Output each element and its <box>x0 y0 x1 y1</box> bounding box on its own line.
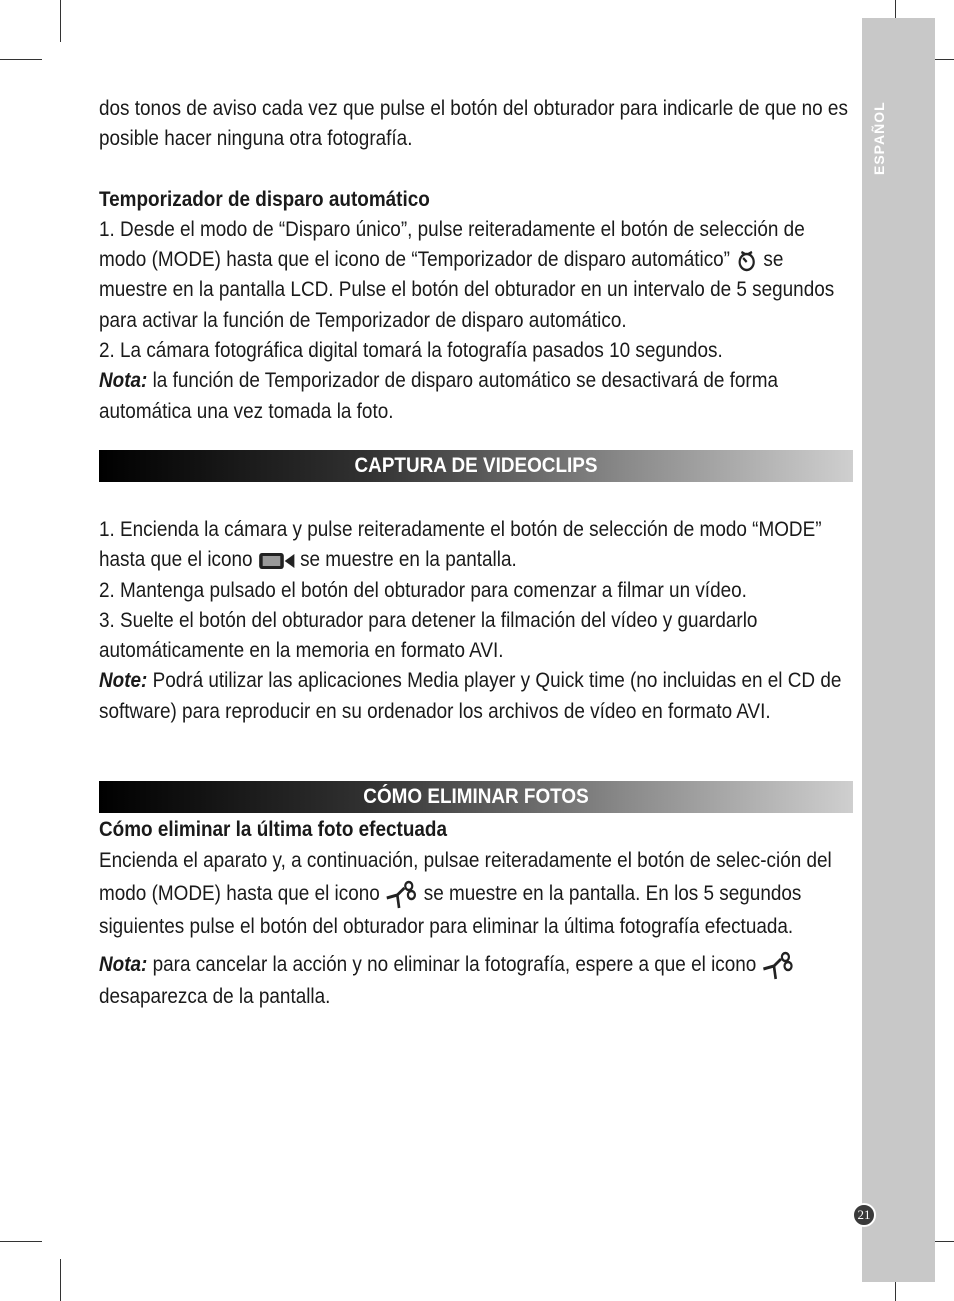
delete-icon <box>385 880 418 910</box>
note-label: Nota: <box>99 952 148 977</box>
self-timer-step1: 1. Desde el modo de “Disparo único”, pulse reiteradamente el botón de selección de modo (MODE) hasta que el icono de “Temporizador de disparo automático” se muestre en la pantalla LCD. Pulse el botón del obturador en un intervalo de 5 segundos para activar la función de Temporizador de disparo automático. <box>99 216 835 332</box>
delete-icon <box>762 951 795 981</box>
delete-instructions: Encienda el aparato y, a continuación, pulsae reiteradamente el botón de selec-ción del modo (MODE) hasta que el icono se muestre en la pantalla. En los 5 segundos siguientes pulse el botón del obturador para eliminar la última fotografía efectuada. <box>99 848 832 939</box>
video-step1: 1. Encienda la cámara y pulse reiteradamente el botón de selección de modo “MODE” hasta que el icono se muestre en la pantalla. <box>99 516 822 572</box>
video-step2: 2. Mantenga pulsado el botón del obturador para comenzar a filmar un vídeo. <box>99 577 747 602</box>
delete-note: Nota: para cancelar la acción y no eliminar la fotografía, espere a que el icono desaparezca de la pantalla. <box>99 949 851 1011</box>
crop-mark <box>0 59 42 60</box>
note-label: Note: <box>99 668 148 693</box>
page-content <box>99 93 851 1011</box>
crop-mark <box>60 0 61 42</box>
self-timer-step2: 2. La cámara fotográfica digital tomará la fotografía pasados 10 segundos. <box>99 338 723 363</box>
page-number: 21 <box>852 1203 876 1227</box>
note-label: Nota: <box>99 368 148 393</box>
self-timer-heading: Temporizador de disparo automático <box>99 186 430 211</box>
delete-heading: Cómo eliminar la última foto efectuada <box>99 817 447 842</box>
crop-mark <box>60 1259 61 1301</box>
self-timer-icon <box>735 249 758 273</box>
video-camera-icon <box>258 551 295 571</box>
crop-mark <box>0 1241 42 1242</box>
section-title-video: CAPTURA DE VIDEOCLIPS <box>354 454 598 477</box>
language-sidebar <box>862 18 935 1282</box>
section-title-delete: CÓMO ELIMINAR FOTOS <box>363 785 589 808</box>
video-note: Note: Podrá utilizar las aplicaciones Media player y Quick time (no incluidas en el CD de software) para reproducir en su ordenador los archivos de vídeo en formato AVI. <box>99 668 842 723</box>
language-label: ESPAÑOL <box>871 101 887 175</box>
video-step3: 3. Suelte el botón del obturador para detener la filmación del vídeo y guardarlo automáticamente en la memoria en formato AVI. <box>99 607 758 663</box>
intro-paragraph: dos tonos de aviso cada vez que pulse el botón del obturador para indicarle de que no es posible hacer ninguna otra fotografía. <box>99 96 848 151</box>
self-timer-note: Nota: la función de Temporizador de disparo automático se desactivará de forma automática una vez tomada la foto. <box>99 368 779 423</box>
